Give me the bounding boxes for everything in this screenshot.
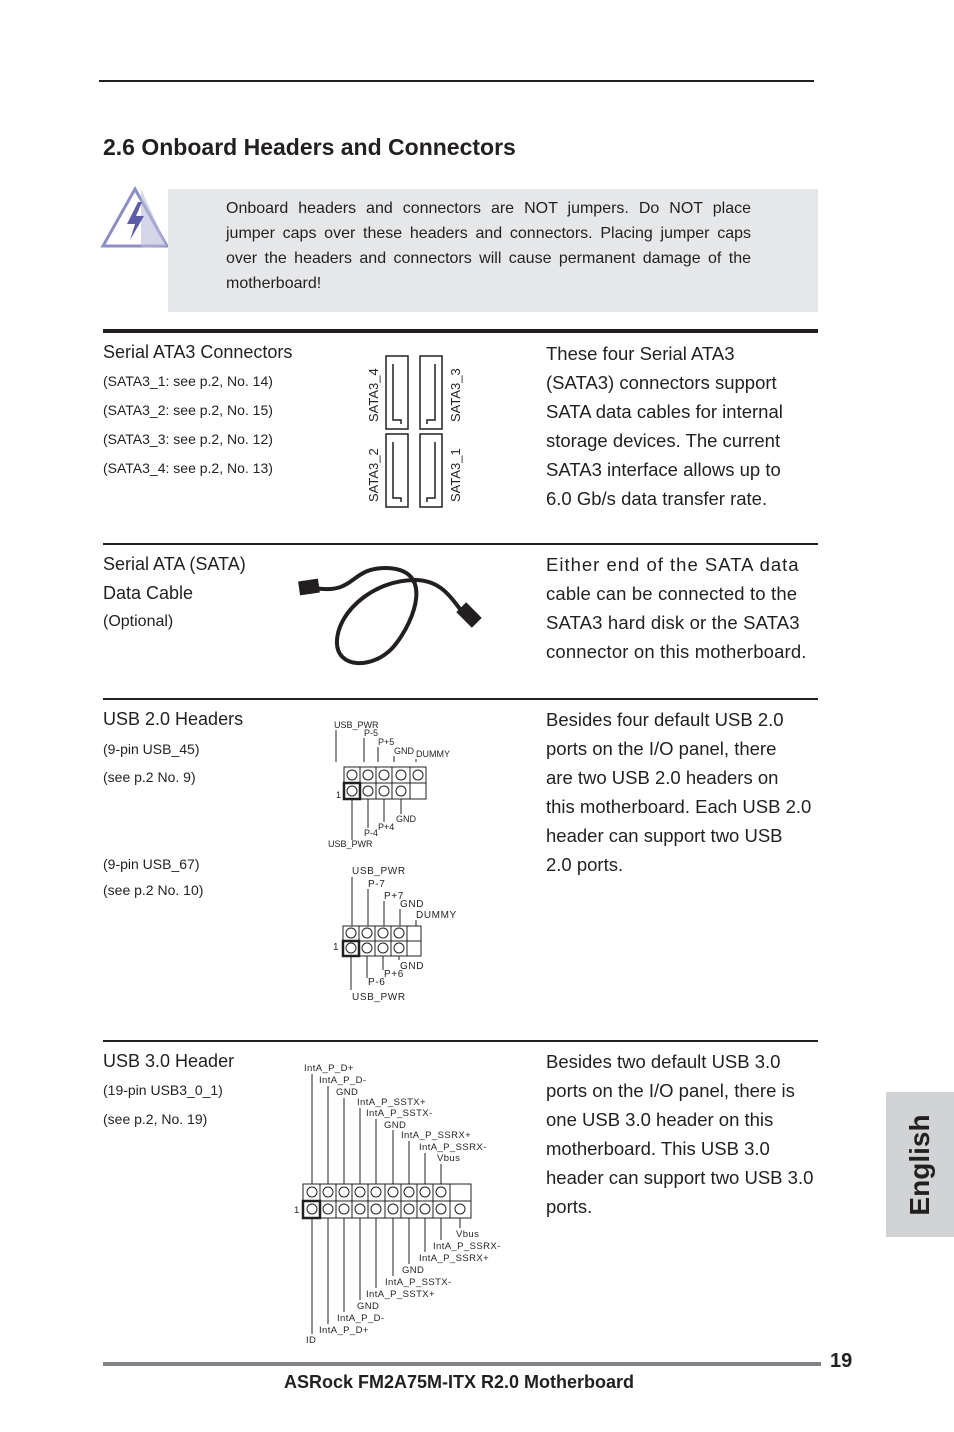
sata3-ref-3: (SATA3_3: see p.2, No. 12): [103, 431, 273, 447]
usb45-bottom-label: P+4: [378, 822, 395, 832]
sata3-2-connector: [386, 434, 408, 507]
usb67-top-label: DUMMY: [416, 910, 457, 921]
usb3-bottom-label: IntA_P_D-: [337, 1313, 385, 1324]
sata3-1-slot: [427, 442, 435, 502]
usb3-bottom-label: ID: [306, 1335, 317, 1346]
usb2-desc-line: header can support two USB: [546, 825, 783, 846]
sata3-ref-2: (SATA3_2: see p.2, No. 15): [103, 402, 273, 418]
usb3-desc-line: ports on the I/O panel, there is: [546, 1080, 795, 1101]
sata3-3-slot: [427, 364, 435, 424]
usb45-bottom-label: P-4: [364, 828, 379, 838]
sata3-2-label: SATA3_2: [366, 448, 381, 502]
usb45-bottom-label: USB_PWR: [328, 839, 373, 849]
sata3-3-label: SATA3_3: [448, 368, 463, 422]
usb3-header-diagram: [290, 1058, 510, 1348]
usb45-bottom-label: GND: [396, 814, 416, 824]
usb2-desc-line: ports on the I/O panel, there: [546, 738, 777, 759]
usb3-desc-line: header can support two USB 3.0: [546, 1167, 814, 1188]
usb3-top-label: Vbus: [437, 1153, 461, 1164]
usb3-desc-line: Besides two default USB 3.0: [546, 1051, 781, 1072]
usb3-top-label: IntA_P_SSRX-: [419, 1142, 487, 1153]
sata3-1-connector: [420, 434, 442, 507]
sata-cable-heading-1: Serial ATA (SATA): [103, 554, 246, 574]
footer-title: ASRock FM2A75M-ITX R2.0 Motherboard: [284, 1372, 635, 1392]
page-number: 19: [830, 1350, 853, 1372]
sata-cable-description: [546, 550, 821, 666]
usb67-top-label: USB_PWR: [352, 866, 406, 877]
usb3-top-label: IntA_P_SSRX+: [401, 1130, 472, 1141]
usb3-pin1-label: 1: [294, 1205, 300, 1216]
usb3-bottom-label: IntA_P_SSTX-: [385, 1277, 452, 1288]
usb67-top-label: P-7: [368, 879, 386, 890]
usb67-bottom-label: P-6: [368, 977, 386, 988]
usb2-ref-1b: (see p.2 No. 9): [103, 769, 196, 785]
usb3-top-label: IntA_P_D+: [304, 1063, 354, 1074]
usb67-bottom-label: USB_PWR: [352, 992, 406, 1003]
section-rule: [103, 543, 818, 545]
sata3-desc-line: SATA data cables for internal: [546, 401, 783, 422]
section-rule: [103, 1040, 818, 1042]
usb3-desc-line: motherboard. This USB 3.0: [546, 1138, 770, 1159]
usb45-top-label: P-5: [364, 728, 379, 738]
usb45-top-label: P+5: [378, 737, 395, 747]
usb45-top-label: GND: [394, 746, 414, 756]
usb2-heading: USB 2.0 Headers: [103, 709, 244, 729]
language-tab: [886, 1092, 954, 1237]
sata3-desc-line: storage devices. The current: [546, 430, 781, 451]
sata3-desc-line: 6.0 Gb/s data transfer rate.: [546, 488, 768, 509]
section-rule: [103, 698, 818, 700]
sata3-desc-line: (SATA3) connectors support: [546, 372, 777, 393]
sata3-1-label: SATA3_1: [448, 448, 463, 502]
usb3-bottom-label: Vbus: [456, 1229, 480, 1240]
sata3-4-connector: [386, 356, 408, 429]
sata3-2-slot: [393, 442, 401, 502]
footer-rule: [103, 1362, 821, 1366]
sata3-description: [546, 339, 821, 513]
usb2-desc-line: Besides four default USB 2.0: [546, 709, 784, 730]
warning-note-box: [168, 189, 818, 312]
usb2-description: [546, 705, 826, 879]
sata3-connector-diagram: [360, 352, 472, 512]
usb2-ref-2a: (9-pin USB_67): [103, 856, 200, 872]
sata3-4-label: SATA3_4: [366, 368, 381, 422]
sata-cable-desc-line: Either end of the SATA data: [546, 554, 800, 575]
usb67-bottom-label: GND: [400, 961, 425, 972]
sata-cable-desc-line: connector on this motherboard.: [546, 641, 807, 662]
usb67-top-label: P+7: [384, 891, 404, 902]
usb45-top-label: USB_PWR: [334, 720, 379, 730]
usb3-top-label: IntA_P_SSTX+: [357, 1097, 426, 1108]
usb3-ref-1: (19-pin USB3_0_1): [103, 1082, 223, 1098]
usb3-top-label: IntA_P_SSTX-: [366, 1108, 433, 1119]
usb3-desc-line: one USB 3.0 header on this: [546, 1109, 774, 1130]
usb3-desc-line: ports.: [546, 1196, 593, 1217]
usb2-ref-2b: (see p.2 No. 10): [103, 882, 204, 898]
top-rule: [99, 80, 814, 82]
sata3-desc-line: These four Serial ATA3: [546, 343, 735, 364]
usb3-bottom-label: GND: [357, 1301, 380, 1312]
usb3-top-label: IntA_P_D-: [319, 1075, 367, 1086]
sata-cable-desc-line: SATA3 hard disk or the SATA3: [546, 612, 800, 633]
warning-note-text: Onboard headers and connectors are NOT jumpers. Do NOT place jumper caps over these headers and connectors. Placing jumper caps over the headers and connectors will cause permanent damage of the motherboard!: [226, 200, 751, 292]
section-rule-thick: [103, 329, 818, 333]
usb67-pin1-label: 1: [333, 942, 340, 953]
usb3-top-label: GND: [384, 1120, 407, 1131]
sata3-4-slot: [393, 364, 401, 424]
sata3-ref-4: (SATA3_4: see p.2, No. 13): [103, 460, 273, 476]
usb2-desc-line: 2.0 ports.: [546, 854, 624, 875]
usb3-bottom-label: IntA_P_D+: [319, 1325, 369, 1336]
sata3-desc-line: SATA3 interface allows up to: [546, 459, 781, 480]
usb3-heading: USB 3.0 Header: [103, 1051, 235, 1071]
usb2-desc-line: are two USB 2.0 headers on: [546, 767, 779, 788]
sata-cable-desc-line: cable can be connected to the: [546, 583, 798, 604]
usb3-description: [546, 1047, 826, 1221]
usb3-bottom-label: IntA_P_SSTX+: [366, 1289, 435, 1300]
usb45-top-label: DUMMY: [416, 749, 450, 759]
sata-cable-image: [295, 560, 485, 680]
usb67-bottom-label: P+6: [384, 969, 404, 980]
usb2-desc-line: this motherboard. Each USB 2.0: [546, 796, 812, 817]
sata-cable-optional: (Optional): [103, 613, 174, 630]
sata-cable-heading-2: Data Cable: [103, 583, 194, 603]
section-title: 2.6 Onboard Headers and Connectors: [103, 134, 516, 160]
language-tab-label: English: [904, 1113, 935, 1216]
usb67-header-diagram: [330, 860, 470, 1006]
sata3-heading: Serial ATA3 Connectors: [103, 342, 293, 362]
usb45-pin1-label: 1: [336, 790, 342, 800]
warning-icon: [100, 186, 170, 250]
usb67-top-label: GND: [400, 899, 425, 910]
usb3-bottom-label: IntA_P_SSRX+: [419, 1253, 490, 1264]
usb3-top-label: GND: [336, 1087, 359, 1098]
usb3-bottom-label: GND: [402, 1265, 425, 1276]
usb2-ref-1a: (9-pin USB_45): [103, 741, 200, 757]
usb3-bottom-label: IntA_P_SSRX-: [433, 1241, 501, 1252]
sata3-3-connector: [420, 356, 442, 429]
usb3-ref-2: (see p.2, No. 19): [103, 1111, 208, 1127]
usb45-header-diagram: [326, 716, 466, 852]
sata3-ref-1: (SATA3_1: see p.2, No. 14): [103, 373, 273, 389]
